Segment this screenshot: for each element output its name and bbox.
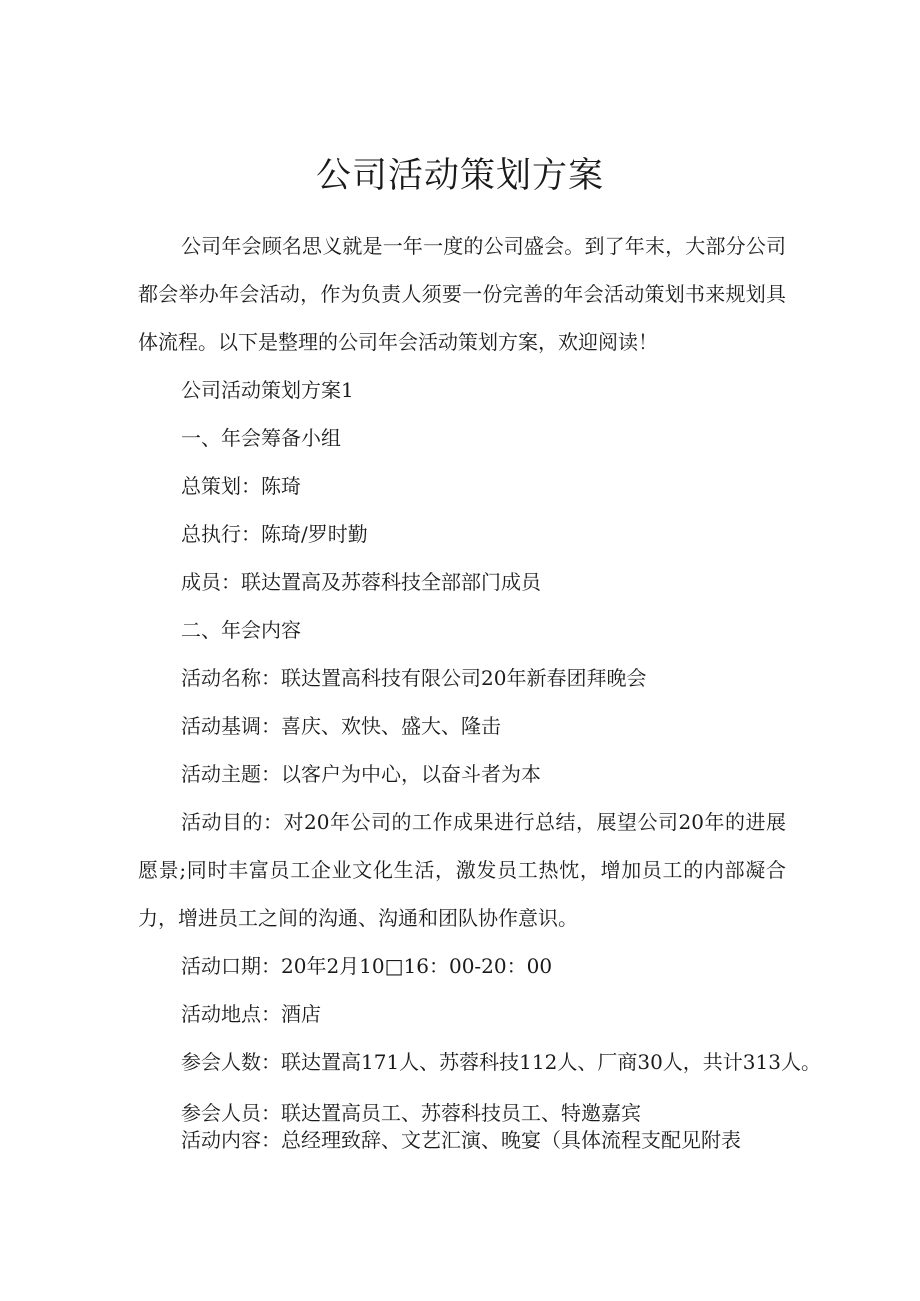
chief-planner-line: 总策划：陈琦 — [181, 474, 301, 498]
activity-venue-line: 活动地点：酒店 — [181, 1002, 321, 1026]
activity-purpose-paragraph: 活动目的：对20年公司的工作成果进行总结，展望公司20年的进展愿景;同时丰富员工企业文化生活，激发员工热忱，增加员工的内部凝合力，增进员工之间的沟通、沟通和团队协作意识。 — [138, 810, 786, 930]
section-heading-planning-group: 一、年会筹备小组 — [181, 426, 341, 450]
members-line: 成员：联达置高及苏蓉科技全部部门成员 — [181, 570, 541, 594]
activity-date-line: 活动口期：20年2月10□16：00-20：00 — [181, 954, 553, 978]
section-heading-plan-1: 公司活动策划方案1 — [181, 378, 354, 402]
intro-paragraph: 公司年会顾名思义就是一年一度的公司盛会。到了年末，大部分公司都会举办年会活动，作为负责人须要一份完善的年会活动策划书来规划具体流程。以下是整理的公司年会活动策划方案，欢迎阅读！ — [138, 234, 786, 354]
section-heading-content: 二、年会内容 — [181, 618, 301, 642]
attendee-count-line: 参会人数：联达置高171人、苏蓉科技112人、厂商30人，共计313人。 — [181, 1050, 821, 1074]
attendees-line: 参会人员：联达置高员工、苏蓉科技员工、特邀嘉宾 — [181, 1101, 641, 1125]
activity-content-line: 活动内容：总经理致辞、文艺汇演、晚宴（具体流程支配见附表 — [181, 1128, 741, 1152]
activity-name-line: 活动名称：联达置高科技有限公司20年新春团拜晚会 — [181, 666, 647, 690]
activity-tone-line: 活动基调：喜庆、欢快、盛大、隆击 — [181, 714, 501, 738]
activity-theme-line: 活动主题：以客户为中心，以奋斗者为本 — [181, 762, 541, 786]
chief-executor-line: 总执行：陈琦/罗时勤 — [181, 522, 368, 546]
document-title: 公司活动策划方案 — [315, 156, 604, 196]
